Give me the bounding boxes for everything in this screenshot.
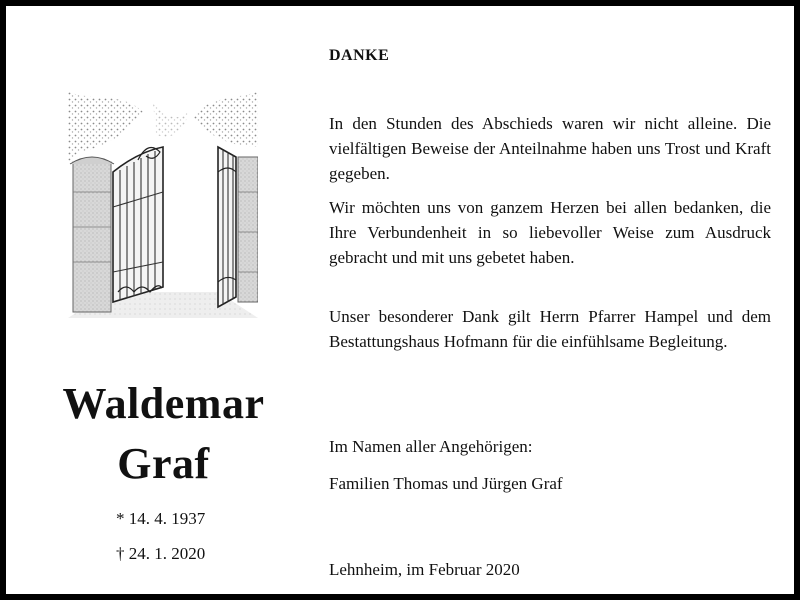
thanks-paragraph-3: Unser besonderer Dank gilt Herrn Pfarrer Hampel und dem Bestattungshaus Hofmann für die einfühlsame Begleitung. — [329, 307, 771, 351]
place-and-date: Lehnheim, im Februar 2020 — [329, 560, 520, 579]
deceased-last-name: Graf — [117, 439, 210, 488]
deceased-first-name: Waldemar — [62, 379, 265, 428]
birth-date: * 14. 4. 1937 — [116, 509, 206, 528]
thanks-paragraph-2: Wir möchten uns von ganzem Herzen bei allen bedanken, die Ihre Verbundenheit in so liebevoller Weise zum Ausdruck gebracht und mit uns gebetet haben. — [329, 198, 771, 267]
signature-intro: Im Namen aller Angehörigen: — [329, 437, 533, 456]
death-date: † 24. 1. 2020 — [116, 544, 206, 563]
thanks-paragraph-1: In den Stunden des Abschieds waren wir nicht alleine. Die vielfältigen Beweise der Anteilnahme haben uns Trost und Kraft gegeben. — [329, 114, 771, 183]
signature-families: Familien Thomas und Jürgen Graf — [329, 474, 563, 493]
notice-heading: DANKE — [329, 47, 390, 64]
open-garden-gate-icon — [68, 92, 258, 318]
